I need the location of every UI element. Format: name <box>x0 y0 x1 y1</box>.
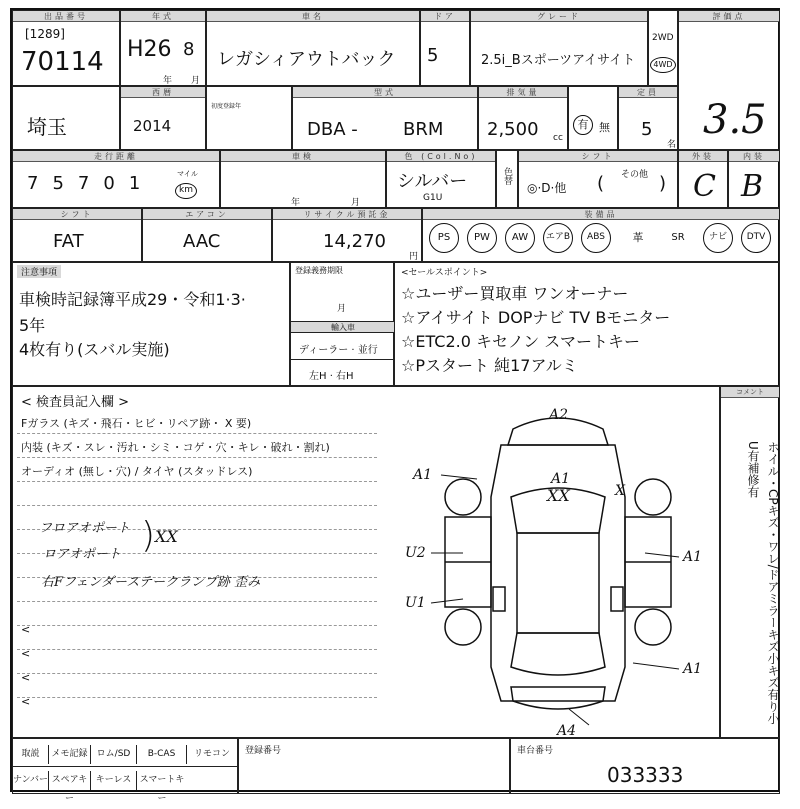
audio-line: オーディオ (無し・穴) / タイヤ (スタッドレス) <box>21 465 253 478</box>
shift: FAT <box>53 231 84 252</box>
equip-pw: PW <box>467 223 497 253</box>
roof <box>517 533 599 633</box>
equip-sr: SR <box>671 232 685 243</box>
capacity-cell: 定員 5 名 <box>618 86 678 150</box>
chassis-number: 033333 <box>607 763 684 787</box>
score-cell: 評価点 3.5 <box>678 10 780 150</box>
model: BRM <box>403 119 444 140</box>
rear-left-wheel <box>445 609 481 645</box>
equip-dtv: DTV <box>741 223 771 253</box>
accessories-cell: 取説 メモ記録 ロム/SD B-CAS リモコン ナンバー スペアキー キーレス スマートキー <box>12 738 238 794</box>
displacement: 2,500 <box>487 119 539 140</box>
ac-cell: エアコン AAC <box>142 208 272 262</box>
turbo-cell: 有 無 <box>568 86 618 150</box>
lot-number: 70114 <box>21 47 104 77</box>
car-diagram <box>393 387 721 739</box>
region: 埼玉 <box>27 115 67 139</box>
diagram-u1: U1 <box>405 595 426 611</box>
equip-ps: PS <box>429 223 459 253</box>
handwritten-note-xx: XX <box>155 527 178 546</box>
interior-line: 内装 (キズ・スレ・汚れ・シミ・コゲ・穴・キレ・破れ・割れ) <box>21 441 330 454</box>
diagram-u2: U2 <box>405 545 426 561</box>
diagram-a2: A2 <box>549 407 569 423</box>
diagram-xx: XX <box>547 486 570 505</box>
mileage-cell: 走行距離 75701 マイル km <box>12 150 220 208</box>
year-cell: 年式 H26 8 年 月 <box>120 10 206 86</box>
notes-line-2: 5年 <box>19 316 46 335</box>
inspector-cell: < 検査員記入欄 > Fガラス (キズ・飛石・ヒビ・リペア跡・ X 要) 内装 (キズ・スレ・汚れ・シミ・コゲ・穴・キレ・破れ・割れ) オーディオ (無し・穴) / タイヤ (スタッドレス) < < < < フロアオポート ロアオポート XX ) 右Fフェンダーステークランプ跡 歪み A2 A1 A1 XX X U2 A1 U1 A1 A4 <box>12 386 720 738</box>
side-comment-cell: コメント ホイル・CPキズ・ワレ/ドアミラーキズ小キズ有り小U有補修有 <box>720 386 780 738</box>
grade-cell: グレード 2.5i_Bスポーツアイサイト <box>470 10 648 86</box>
sales-point-2: ☆アイサイト DOPナビ TV Bモニター <box>401 308 671 327</box>
doors-cell: ドア 5 <box>420 10 470 86</box>
color-code: G1U <box>423 193 443 203</box>
doors: 5 <box>427 45 439 66</box>
displacement-cell: 排気量 2,500 cc <box>478 86 568 150</box>
mileage: 75701 <box>27 173 155 194</box>
western-year-cell: 西暦 2014 <box>120 86 206 150</box>
handwritten-note-3: 右Fフェンダーステークランプ跡 歪み <box>41 575 261 590</box>
diagram-a1-bottom: A1 <box>683 661 703 677</box>
model-prefix: DBA - <box>307 119 358 140</box>
int-grade: B <box>741 169 764 204</box>
equip-leather: 革 <box>632 231 644 244</box>
color-cell: 色 (Col.No) シルバー G1U <box>386 150 496 208</box>
notes-cell: 注意事項 車検時記録簿平成29・令和1·3· 5年 4枚有り(スバル実施) <box>12 262 290 386</box>
fglass-line: Fガラス (キズ・飛石・ヒビ・リペア跡・ X 要) <box>21 417 252 430</box>
diagram-a1-center: A1 <box>551 471 571 487</box>
inspector-header: < 検査員記入欄 > <box>21 395 130 410</box>
lot-cell: 出品番号 [1289] 70114 <box>12 10 120 86</box>
equip-aw: AW <box>505 223 535 253</box>
km-circled: km <box>175 183 197 199</box>
right-handle <box>611 587 623 611</box>
sales-point-3: ☆ETC2.0 キセノン スマートキー <box>401 332 640 351</box>
turbo-yes-circled: 有 <box>573 115 593 135</box>
sales-point-4: ☆Pスタート 純17アルミ <box>401 356 578 375</box>
int-grade-cell: 内装 B <box>728 150 780 208</box>
era-month: 8 <box>183 39 195 60</box>
recycle-fee: 14,270 <box>323 231 386 252</box>
diagram-a1-right: A1 <box>683 549 703 565</box>
western-year: 2014 <box>133 117 172 135</box>
sales-point-1: ☆ユーザー買取車 ワンオーナー <box>401 284 629 303</box>
score: 3.5 <box>703 97 767 143</box>
chassis-cell: 車台番号 033333 <box>510 738 780 794</box>
rear-right-wheel <box>635 609 671 645</box>
rear-bumper <box>511 687 605 709</box>
color-change-cell: 色替 <box>496 150 518 208</box>
drive-cell: 2WD 4WD <box>648 10 678 86</box>
era-year: H26 <box>127 37 172 62</box>
shift-cell: シフト FAT <box>12 208 142 262</box>
region-cell <box>12 86 120 150</box>
equip-abs: ABS <box>581 223 611 253</box>
notes-line-3: 4枚有り(スバル実施) <box>19 340 170 359</box>
ac: AAC <box>183 231 221 252</box>
reg-number-cell: 登録番号 <box>238 738 510 794</box>
front-left-wheel <box>445 479 481 515</box>
diagram-a1-top-left: A1 <box>413 467 433 483</box>
recycle-cell: リサイクル預託金 14,270 円 <box>272 208 422 262</box>
front-right-wheel <box>635 479 671 515</box>
ext-grade-cell: 外装 C <box>678 150 728 208</box>
car-name: レガシィアウトバック <box>217 49 396 70</box>
diagram-a4: A4 <box>557 723 577 739</box>
auction-sheet <box>10 8 780 804</box>
handwritten-note-1: フロアオポート <box>39 521 130 536</box>
drive-4wd-circled: 4WD <box>650 57 676 73</box>
rear-window <box>511 633 605 675</box>
equipment-cell: 装備品 PS PW AW エアB ABS 革 SR ナビ DTV <box>422 208 780 262</box>
equip-airbag: エアB <box>543 223 573 253</box>
color: シルバー <box>397 171 468 192</box>
first-reg-cell: 初度登録年 <box>206 86 292 150</box>
shaken-cell: 車検 年 月 <box>220 150 386 208</box>
handwritten-note-2: ロアオポート <box>43 547 121 562</box>
notes-line-1: 車検時記録簿平成29・令和1·3· <box>19 290 246 309</box>
grade: 2.5i_Bスポーツアイサイト <box>481 53 636 68</box>
left-handle <box>493 587 505 611</box>
sales-points-cell: <セールスポイント> ☆ユーザー買取車 ワンオーナー ☆アイサイト DOPナビ TV Bモニター ☆ETC2.0 キセノン スマートキー ☆Pスタート 純17アルミ <box>394 262 780 386</box>
registration-cell: 登録義務期限 月 輸入車 ディーラー · 並行 左H · 右H <box>290 262 394 386</box>
model-cell: 型式 DBA - BRM <box>292 86 478 150</box>
equip-navi: ナビ <box>703 223 733 253</box>
lot-bracket: [1289] <box>25 27 65 41</box>
shift-type-cell: シフト ◎·D·他 ( ) その他 <box>518 150 678 208</box>
car-name-cell: 車名 レガシィアウトバック <box>206 10 420 86</box>
ext-grade: C <box>693 169 716 204</box>
side-comment: ホイル・CPキズ・ワレ/ドアミラーキズ小キズ有り小U有補修有 <box>746 441 780 725</box>
diagram-x: X <box>615 483 625 499</box>
capacity: 5 <box>641 119 653 140</box>
